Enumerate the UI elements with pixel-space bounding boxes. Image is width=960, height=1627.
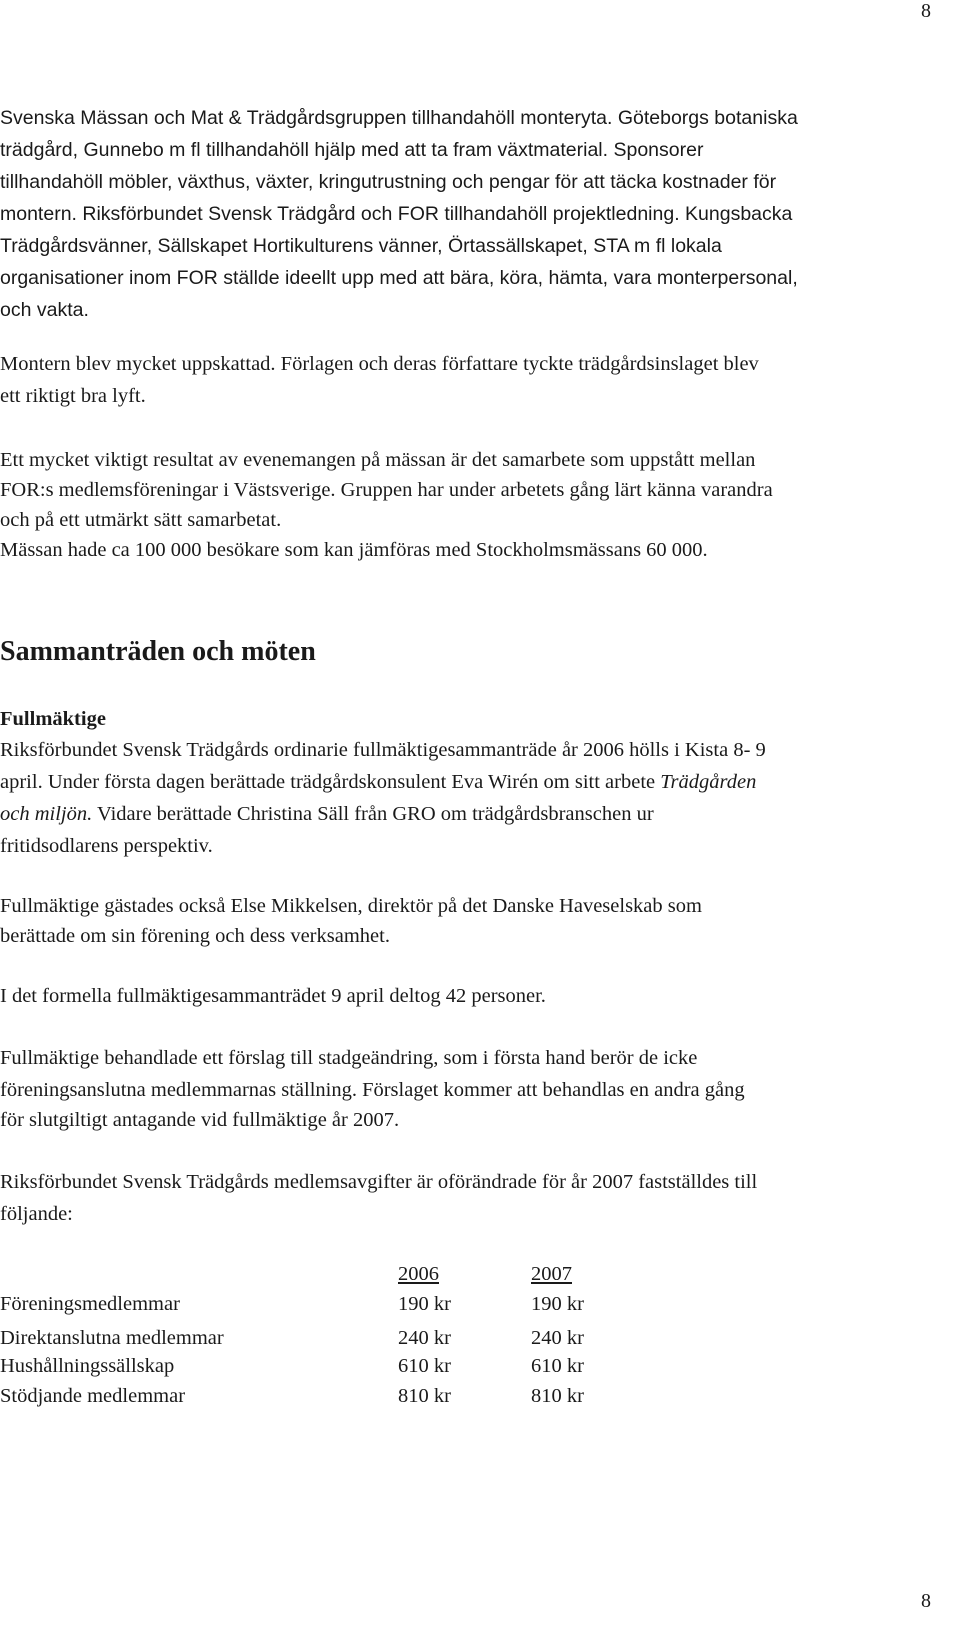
fee-table-header-2006: 2006: [398, 1263, 439, 1285]
fee-row-label: Direktanslutna medlemmar: [0, 1327, 224, 1349]
book-title-part-1: Trädgården: [660, 771, 757, 793]
guest-line-1: Fullmäktige gästades också Else Mikkelsen, direktör på det Danske Haveselskab som: [0, 895, 702, 917]
subheading-fullmaktige: Fullmäktige: [0, 708, 106, 730]
sponsor-line-2: trädgård, Gunnebo m fl tillhandahöll hjälp med att ta fram växtmaterial. Sponsorer: [0, 139, 704, 161]
page-number-bottom: 8: [921, 1590, 931, 1612]
fee-row-label: Hushållningssällskap: [0, 1355, 175, 1377]
fees-intro-line-2: följande:: [0, 1203, 73, 1225]
sponsor-line-1: Svenska Mässan och Mat & Trädgårdsgruppen tillhandahöll monteryta. Göteborgs botaniska: [0, 107, 798, 129]
fullmaktige-line-3: [0, 802, 654, 826]
statute-line-3: för slutgiltigt antagande vid fullmäktige år 2007.: [0, 1109, 400, 1131]
fee-row-2006: 610 kr: [398, 1355, 451, 1377]
sponsor-line-4: montern. Riksförbundet Svensk Trädgård och FOR tillhandahöll projektledning. Kungsbacka: [0, 203, 793, 225]
fullmaktige-line-2-text: april. Under första dagen berättade trädgårdskonsulent Eva Wirén om sitt arbete: [0, 771, 661, 793]
fee-row-2007: 190 kr: [531, 1293, 584, 1315]
fee-row-label: Stödjande medlemmar: [0, 1385, 186, 1407]
fee-row-2006: 190 kr: [398, 1293, 451, 1315]
page-number-top: 8: [921, 0, 931, 22]
fee-row-2006: 240 kr: [398, 1327, 451, 1349]
fee-row-label: Föreningsmedlemmar: [0, 1293, 180, 1315]
guest-line-2: berättade om sin förening och dess verksamhet.: [0, 925, 390, 947]
fee-row-2007: 810 kr: [531, 1385, 584, 1407]
fullmaktige-line-3-text: Vidare berättade Christina Säll från GRO om trädgårdsbranschen ur: [92, 803, 654, 825]
fee-row-2007: 240 kr: [531, 1327, 584, 1349]
fullmaktige-line-1: Riksförbundet Svensk Trädgårds ordinarie fullmäktigesammanträde år 2006 hölls i Kista 8- 9: [0, 739, 766, 761]
fullmaktige-line-4: fritidsodlarens perspektiv.: [0, 835, 213, 857]
fees-intro-line-1: Riksförbundet Svensk Trädgårds medlemsavgifter är oförändrade för år 2007 fastställdes till: [0, 1171, 758, 1193]
result-line-2: FOR:s medlemsföreningar i Västsverige. Gruppen har under arbetets gång lärt känna varandra: [0, 479, 773, 501]
attendance-line: I det formella fullmäktigesammanträdet 9 april deltog 42 personer.: [0, 985, 546, 1007]
appreciation-line-2: ett riktigt bra lyft.: [0, 385, 146, 407]
fee-row-2007: 610 kr: [531, 1355, 584, 1377]
statute-line-2: föreningsanslutna medlemmarnas ställning. Förslaget kommer att behandlas en andra gång: [0, 1079, 745, 1101]
book-title-part-2: och miljön.: [0, 803, 93, 825]
fee-row-2006: 810 kr: [398, 1385, 451, 1407]
sponsor-line-6: organisationer inom FOR ställde ideellt upp med att bära, köra, hämta, vara monterpersonal,: [0, 267, 798, 289]
result-line-1: Ett mycket viktigt resultat av evenemangen på mässan är det samarbete som uppstått mellan: [0, 449, 756, 471]
section-heading: Sammanträden och möten: [0, 636, 316, 667]
result-line-4: Mässan hade ca 100 000 besökare som kan jämföras med Stockholmsmässans 60 000.: [0, 539, 708, 561]
fullmaktige-line-2: [0, 770, 756, 794]
statute-line-1: Fullmäktige behandlade ett förslag till stadgeändring, som i första hand berör de icke: [0, 1047, 698, 1069]
result-line-3: och på ett utmärkt sätt samarbetat.: [0, 509, 282, 531]
appreciation-line-1: Montern blev mycket uppskattad. Förlagen och deras författare tyckte trädgårdsinslaget blev: [0, 353, 759, 375]
sponsor-line-7: och vakta.: [0, 299, 89, 321]
sponsor-line-5: Trädgårdsvänner, Sällskapet Hortikulturens vänner, Örtassällskapet, STA m fl lokala: [0, 235, 722, 257]
fee-table-header-2007: 2007: [531, 1263, 572, 1285]
sponsor-line-3: tillhandahöll möbler, växthus, växter, kringutrustning och pengar för att täcka kostnader för: [0, 171, 777, 193]
